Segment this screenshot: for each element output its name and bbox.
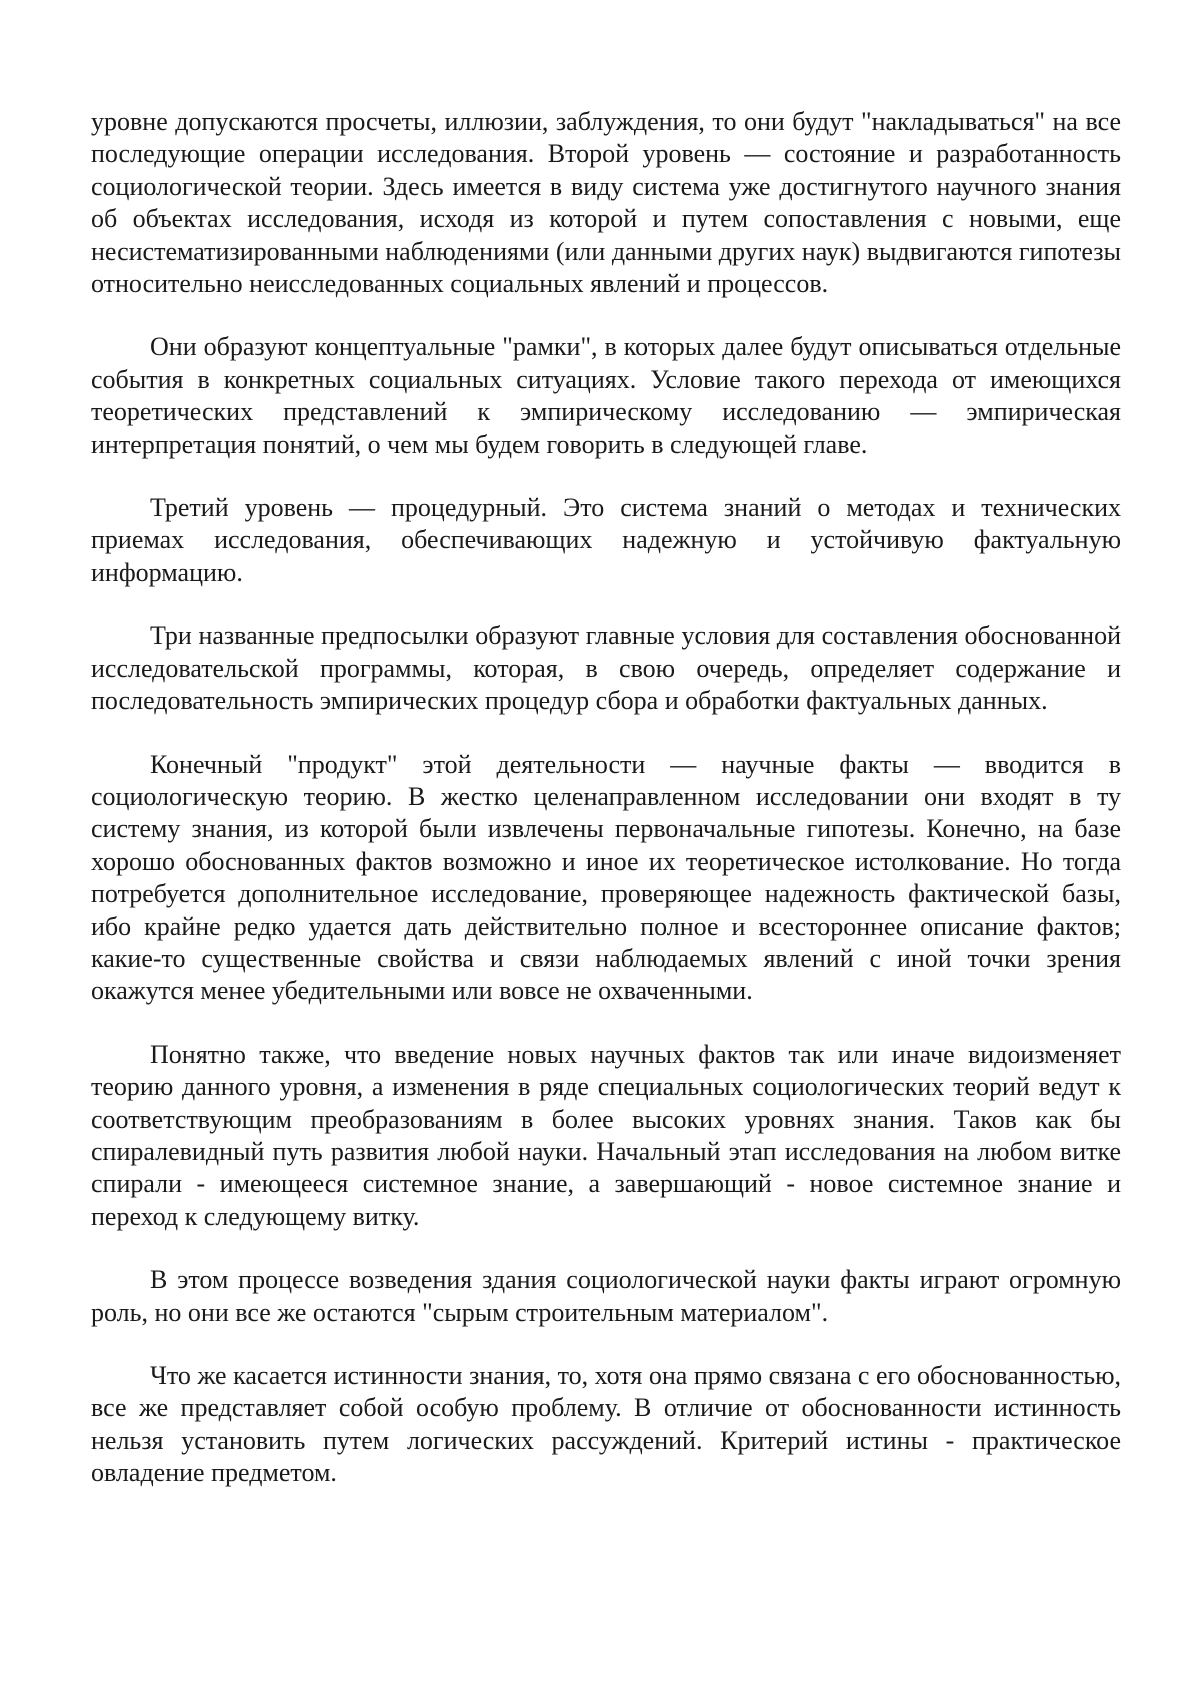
paragraph: Они образуют концептуальные "рамки", в которых далее будут описываться отдельные события в конкретных социальных ситуациях. Условие такого перехода от имеющихся теоретических представлений к эмпирическому исследованию — эмпирическая интерпретация понятий, о чем мы будем говорить в следующей главе.: [91, 332, 1121, 459]
paragraph: Третий уровень — процедурный. Это система знаний о методах и технических приемах исследования, обеспечивающих надежную и устойчивую фактуальную информацию.: [91, 493, 1121, 587]
document-page: [91, 106, 1121, 1521]
paragraph: уровне допускаются просчеты, иллюзии, заблуждения, то они будут "накладываться" на все последующие операции исследования. Второй уровень — состояние и разработанность социологической теории. Здесь имеется в виду система уже достигнутого научного знания об объектах исследования, исходя из которой и путем сопоставления с новыми, еще несистематизированными наблюдениями (или данными других наук) выдвигаются гипотезы относительно неисследованных социальных явлений и процессов.: [91, 107, 1121, 299]
paragraph: Три названные предпосылки образуют главные условия для составления обоснованной исследовательской программы, которая, в свою очередь, определяет содержание и последовательность эмпирических процедур сбора и обработки фактуальных данных.: [91, 621, 1121, 716]
paragraph: Понятно также, что введение новых научных фактов так или иначе видоизменяет теорию данного уровня, а изменения в ряде специальных социологических теорий ведут к соответствующим преобразованиям в более высоких уровнях знания. Таков как бы спиралевидный путь развития любой науки. Начальный этап исследования на любом витке спирали - имеющееся системное знание, а завершающий - новое системное знание и переход к следующему витку.: [91, 1039, 1121, 1231]
paragraph: Что же касается истинности знания, то, хотя она прямо связана с его обоснованностью, все же представляет собой особую проблему. В отличие от обоснованности истинность нельзя установить путем логических рассуждений. Критерий истины - практическое овладение предметом.: [91, 1361, 1121, 1488]
paragraph: Конечный "продукт" этой деятельности — научные факты — вводится в социологическую теорию. В жестко целенаправленном исследовании они входят в ту систему знания, из которой были извлечены первоначальные гипотезы. Конечно, на базе хорошо обоснованных фактов возможно и иное их теоретическое истолкование. Но тогда потребуется дополнительное исследование, проверяющее надежность фактической базы, ибо крайне редко удается дать действительно полное и всестороннее описание фактов; какие-то существенные свойства и связи наблюдаемых явлений с иной точки зрения окажутся менее убедительными или вовсе не охваченными.: [91, 749, 1121, 1006]
paragraph: В этом процессе возведения здания социологической науки факты играют огромную роль, но они все же остаются "сырым строительным материалом".: [91, 1265, 1121, 1327]
